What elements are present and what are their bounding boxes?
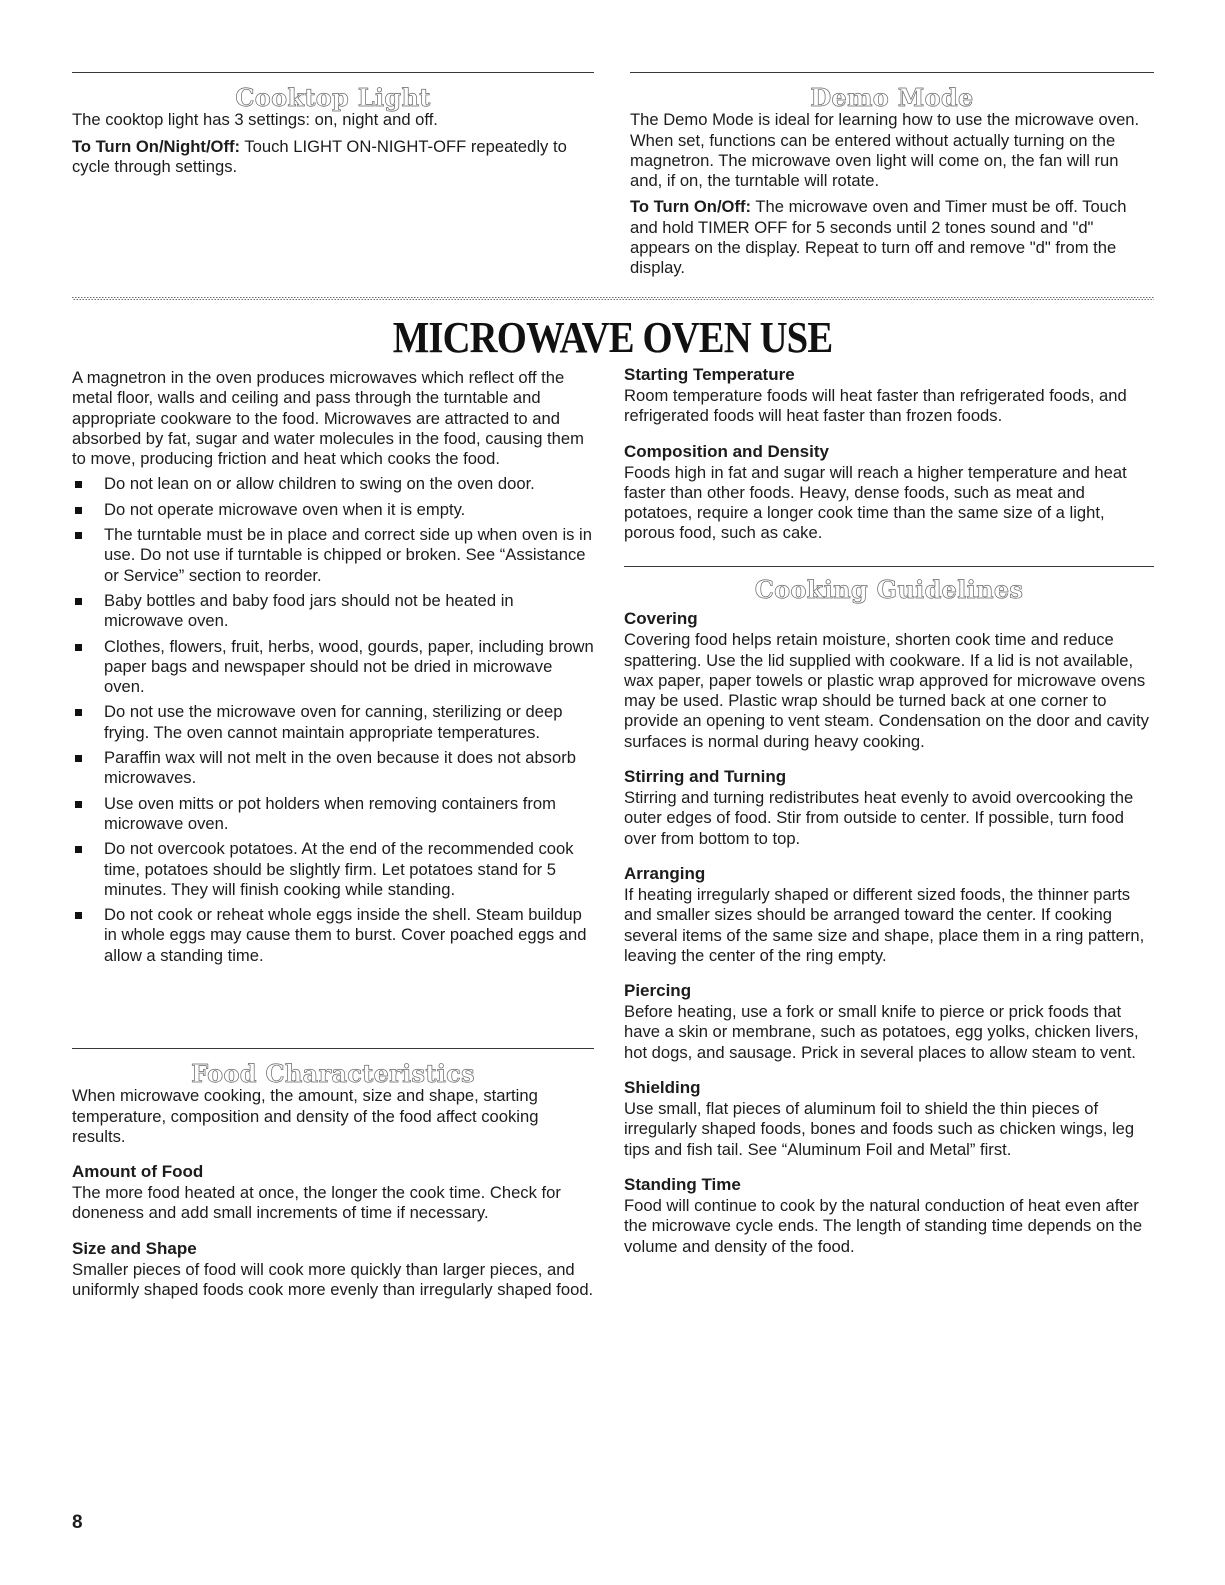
demo-mode-instruction [630, 197, 1154, 278]
bullet-item: Do not operate microwave oven when it is empty. [72, 500, 594, 520]
section-text: Covering food helps retain moisture, shorten cook time and reduce spattering. Use the lid supplied with cookware. If a lid is not available, wax paper, paper towels or plastic wrap approved for microwave ovens may be used. Plastic wrap should be turned back at one corner to provide an opening to vent steam. Condensation on the door and cavity surfaces is normal during heavy cooking. [624, 630, 1149, 751]
section-composition-and-density [624, 441, 1154, 544]
section-shielding [624, 1077, 1154, 1160]
food-characteristics-rule [72, 1048, 594, 1049]
section-piercing [624, 980, 1154, 1063]
section-title: Stirring and Turning [624, 767, 787, 787]
section-standing-time [624, 1174, 1154, 1257]
food-characteristics-section [72, 1059, 594, 1300]
section-text: Use small, flat pieces of aluminum foil to shield the thin pieces of irregularly shaped foods, bones and foods such as chicken wings, leg tips and fish tail. See “Aluminum Foil and Metal” first. [624, 1099, 1135, 1159]
left-column [72, 368, 594, 966]
cooktop-light-section [72, 83, 594, 177]
section-text: Smaller pieces of food will cook more quickly than larger pieces, and uniformly shaped foods cook more evenly than irregularly shaped food. [72, 1259, 594, 1300]
section-title: Standing Time [624, 1174, 741, 1194]
section-title: Piercing [624, 981, 692, 1001]
dotted-separator [72, 297, 1154, 301]
section-text: Room temperature foods will heat faster than refrigerated foods, and refrigerated foods will heat faster than frozen foods. [624, 386, 1127, 426]
bullet-item: Do not use the microwave oven for canning, sterilizing or deep frying. The oven cannot maintain appropriate temperatures. [72, 702, 594, 743]
demo-mode-heading: Demo Mode [810, 83, 974, 112]
section-title: Covering [624, 609, 698, 629]
bullet-item: Do not overcook potatoes. At the end of the recommended cook time, potatoes should be slightly firm. Let potatoes stand for 5 minutes. They will finish cooking while standing. [72, 839, 594, 900]
right-column-top [624, 364, 1154, 544]
section-text: Before heating, use a fork or small knife to pierce or prick foods that have a skin or membrane, such as potatoes, egg yolks, chicken livers, hot dogs, and sausage. Prick in several places to allow steam to vent. [624, 1002, 1139, 1062]
safety-bullet-list [72, 474, 594, 966]
section-title: Size and Shape [72, 1238, 197, 1258]
cooktop-light-turn-label: To Turn On/Night/Off: [72, 136, 241, 156]
cooktop-light-intro: The cooktop light has 3 settings: on, night and off. [72, 110, 438, 130]
section-arranging [624, 863, 1154, 966]
cooktop-light-turn-text: Touch LIGHT ON-NIGHT-OFF repeatedly to cycle through settings. [72, 136, 567, 176]
section-title: Shielding [624, 1078, 701, 1098]
demo-mode-turn-label: To Turn On/Off: [630, 197, 752, 217]
section-starting-temperature [624, 364, 1154, 427]
cooking-guidelines-rule [624, 566, 1154, 567]
bullet-item: Do not cook or reheat whole eggs inside the shell. Steam buildup in whole eggs may cause them to burst. Cover poached eggs and allow a standing time. [72, 905, 594, 966]
section-amount-of-food [72, 1161, 594, 1224]
section-text: Stirring and turning redistributes heat evenly to avoid overcooking the outer edges of food. Stir from outside to center. If possible, turn food over from bottom to top. [624, 788, 1134, 848]
section-text: Foods high in fat and sugar will reach a higher temperature and heat faster than other foods. Heavy, dense foods, such as meat and potatoes, require a longer cook time than the same size of a light, porous food, such as cake. [624, 462, 1127, 543]
section-stirring-and-turning [624, 766, 1154, 849]
bullet-item: Paraffin wax will not melt in the oven because it does not absorb microwaves. [72, 748, 594, 789]
bullet-item: Clothes, flowers, fruit, herbs, wood, gourds, paper, including brown paper bags and newspaper should not be dried in microwave oven. [72, 637, 594, 698]
intro-paragraph: A magnetron in the oven produces microwaves which reflect off the metal floor, walls and ceiling and pass through the turntable and appropriate cookware to the food. Microwaves are attracted to and absorbed by fat, sugar and water molecules in the food, causing them to move, producing friction and heat which cooks the food. [72, 368, 584, 469]
section-title: Amount of Food [72, 1162, 204, 1182]
cooktop-light-heading: Cooktop Light [235, 83, 431, 112]
bullet-item: Use oven mitts or pot holders when removing containers from microwave oven. [72, 794, 594, 835]
section-title: Composition and Density [624, 441, 829, 461]
page-number: 8 [72, 1512, 83, 1533]
section-text: Food will continue to cook by the natural conduction of heat even after the microwave cycle ends. The length of standing time depends on the volume and density of the food. [624, 1195, 1143, 1256]
demo-mode-intro: The Demo Mode is ideal for learning how to use the microwave oven. When set, functions can be entered without actually turning on the magnetron. The microwave oven light will come on, the fan will run and, if on, the turntable will rotate. [630, 110, 1140, 191]
food-characteristics-intro: When microwave cooking, the amount, size and shape, starting temperature, composition and density of the food affect cooking results. [72, 1086, 539, 1146]
cooking-guidelines-section [624, 575, 1154, 1257]
section-size-and-shape [72, 1238, 594, 1301]
cooktop-light-instruction [72, 137, 594, 178]
section-title: Arranging [624, 863, 706, 883]
bullet-item: Do not lean on or allow children to swing on the oven door. [72, 474, 594, 494]
top-rule-right [630, 72, 1154, 73]
demo-mode-turn-text: The microwave oven and Timer must be off. Touch and hold TIMER OFF for 5 seconds until 2 tones sound and "d" appears on the display. Repeat to turn off and remove "d" from the display. [630, 197, 1127, 278]
section-text: If heating irregularly shaped or different sized foods, the thinner parts and smaller sizes should be arranged toward the center. If cooking several items of the same size and shape, place them in a ring pattern, leaving the center of the ring empty. [624, 884, 1145, 965]
section-title: Starting Temperature [624, 365, 795, 384]
bullet-item: Baby bottles and baby food jars should not be heated in microwave oven. [72, 591, 594, 632]
top-rule-left [72, 72, 594, 73]
main-title: MICROWAVE OVEN USE [392, 313, 833, 362]
food-characteristics-heading: Food Characteristics [191, 1059, 475, 1088]
cooking-guidelines-heading: Cooking Guidelines [754, 575, 1024, 604]
demo-mode-section [630, 83, 1154, 279]
section-text: The more food heated at once, the longer the cook time. Check for doneness and add small increments of time if necessary. [72, 1183, 561, 1223]
bullet-item: The turntable must be in place and correct side up when oven is in use. Do not use if turntable is chipped or broken. See “Assistance or Service” section to reorder. [72, 525, 594, 586]
section-covering [624, 608, 1154, 752]
